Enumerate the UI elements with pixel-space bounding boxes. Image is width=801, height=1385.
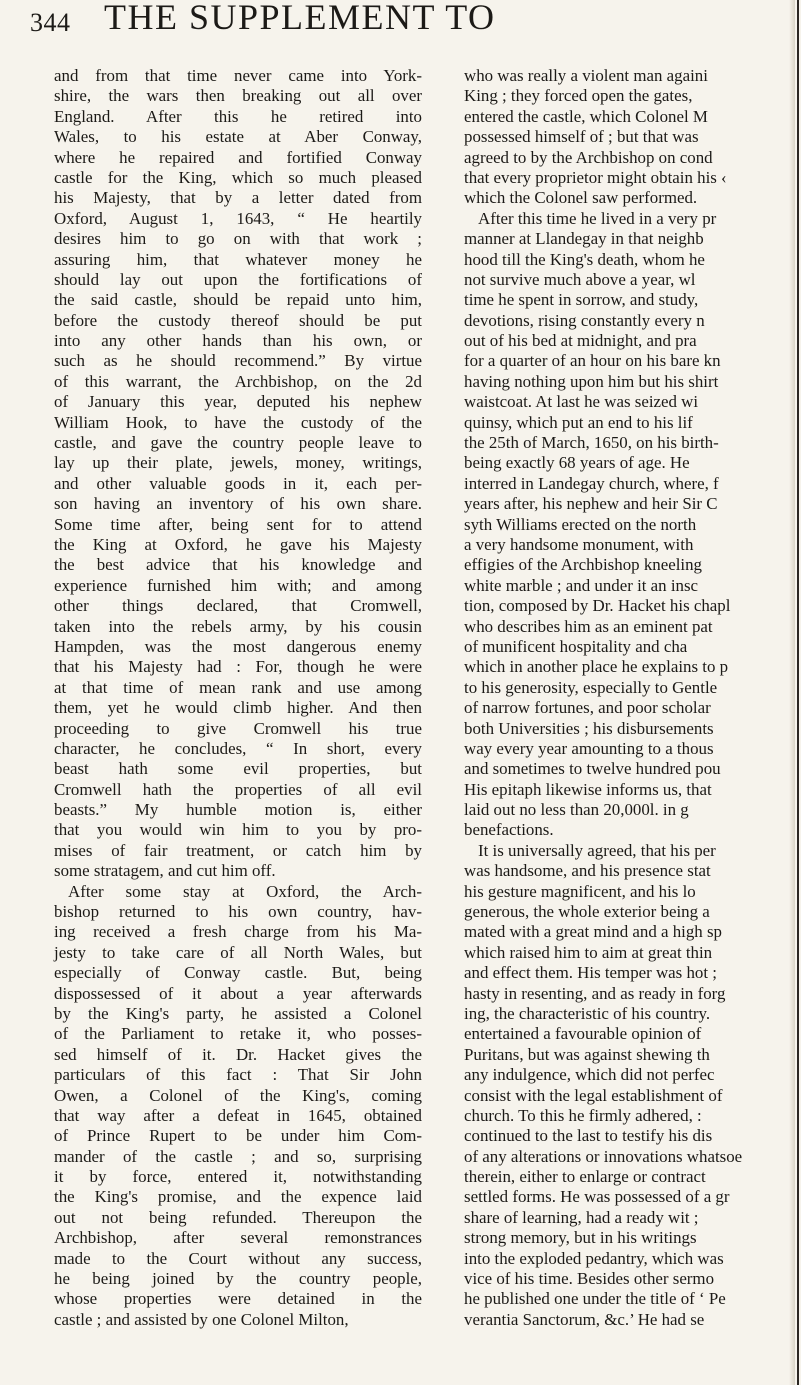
text-line: and sometimes to twelve hundred pou <box>464 759 721 779</box>
text-line: for a quarter of an hour on his bare kn <box>464 351 721 371</box>
text-line: of any alterations or innovations whatsoe <box>464 1146 743 1166</box>
text-line: assuring him, that whatever money he <box>54 249 422 269</box>
text-line: who describes him as an eminent pat <box>464 616 713 636</box>
text-line: strong memory, but in his writings <box>464 1228 697 1248</box>
page-gutter-shadow <box>789 0 795 1385</box>
text-line: manner at Llandegay in that neighb <box>464 229 704 249</box>
text-line: having nothing upon him but his shirt <box>464 371 719 391</box>
text-line: England. After this he retired into <box>54 106 422 126</box>
text-line: who was really a violent man againi <box>464 66 708 85</box>
text-line: After this time he lived in a very pr <box>478 208 717 228</box>
text-line: them, yet he would climb higher. And then <box>54 698 422 718</box>
text-line: some stratagem, and cut him off. <box>54 861 276 881</box>
text-line: way every year amounting to a thous <box>464 738 714 758</box>
text-line: consist with the legal establishment of <box>464 1085 723 1105</box>
text-line: Owen, a Colonel of the King's, coming <box>54 1085 422 1105</box>
text-line: years after, his nephew and heir Sir C <box>464 494 718 514</box>
text-line: waistcoat. At last he was seized wi <box>464 392 699 412</box>
text-line: dispossessed of it about a year afterwards <box>54 983 422 1003</box>
text-line: and effect them. His temper was hot ; <box>464 963 717 983</box>
text-line: mated with a great mind and a high sp <box>464 922 722 942</box>
text-line: tion, composed by Dr. Hacket his chapl <box>464 596 731 616</box>
text-line: white marble ; and under it an insc <box>464 575 699 595</box>
text-line: a very handsome monument, with <box>464 534 694 554</box>
text-line: mises of fair treatment, or catch him by <box>54 840 422 860</box>
text-line: it by force, entered it, notwithstanding <box>54 1167 422 1187</box>
text-line: the said castle, should be repaid unto him, <box>54 290 422 310</box>
page-header <box>28 0 788 52</box>
text-line: Cromwell hath the properties of all evil <box>54 779 422 799</box>
running-title: THE SUPPLEMENT TO <box>104 0 496 37</box>
text-line: both Universities ; his disbursements <box>464 718 714 738</box>
text-line: his Majesty, that by a letter dated from <box>54 188 422 208</box>
text-line: out of his bed at midnight, and pra <box>464 331 697 351</box>
text-line: the King at Oxford, he gave his Majesty <box>54 534 422 554</box>
text-line: castle, and gave the country people leave to <box>54 433 422 453</box>
text-line: verantia Sanctorum, &c.’ He had se <box>464 1309 705 1329</box>
text-line: bishop returned to his own country, hav- <box>54 902 422 922</box>
text-line: the best advice that his knowledge and <box>54 555 422 575</box>
text-line: sed himself of it. Dr. Hacket gives the <box>54 1044 422 1064</box>
text-line: of Prince Rupert to be under him Com- <box>54 1126 422 1146</box>
text-line: he being joined by the country people, <box>54 1269 422 1289</box>
text-line: made to the Court without any success, <box>54 1248 422 1268</box>
text-line: settled forms. He was possessed of a gr <box>464 1187 730 1207</box>
text-line: of the Parliament to retake it, who posses- <box>54 1024 422 1044</box>
text-line: should lay out upon the fortifications of <box>54 269 422 289</box>
text-line: shire, the wars then breaking out all over <box>54 86 422 106</box>
text-line: His epitaph likewise informs us, that <box>464 779 712 799</box>
text-line: vice of his time. Besides other sermo <box>464 1269 715 1289</box>
text-line: syth Williams erected on the north <box>464 514 697 534</box>
text-line: After some stay at Oxford, the Arch- <box>68 881 422 901</box>
text-line: of munificent hospitality and cha <box>464 636 688 656</box>
text-line: lay up their plate, jewels, money, writings, <box>54 453 422 473</box>
text-line: entertained a favourable opinion of <box>464 1024 702 1044</box>
text-line: It is universally agreed, that his per <box>478 840 716 860</box>
text-line: desires him to go on with that work ; <box>54 229 422 249</box>
text-line: entered the castle, which Colonel M <box>464 106 708 126</box>
text-line: character, he concludes, “ In short, every <box>54 738 422 758</box>
text-line: ing received a fresh charge from his Ma- <box>54 922 422 942</box>
text-line: beast hath some evil properties, but <box>54 759 422 779</box>
text-line: Archbishop, after several remonstrances <box>54 1228 422 1248</box>
text-line: time he spent in sorrow, and study, <box>464 290 699 310</box>
text-line: of this warrant, the Archbishop, on the 2d <box>54 371 422 391</box>
text-line: that his Majesty had : For, though he were <box>54 657 422 677</box>
text-line: castle ; and assisted by one Colonel Milton, <box>54 1309 349 1329</box>
right-text-column <box>464 66 794 1330</box>
text-line: that you would win him to you by pro- <box>54 820 422 840</box>
text-line: into the exploded pedantry, which was <box>464 1248 724 1268</box>
text-line: quinsy, which put an end to his lif <box>464 412 693 432</box>
text-line: experience furnished him with; and among <box>54 575 422 595</box>
text-line: benefactions. <box>464 820 554 840</box>
text-line: Oxford, August 1, 1643, “ He heartily <box>54 208 422 228</box>
text-line: of January this year, deputed his nephew <box>54 392 422 412</box>
text-line: he published one under the title of ‘ Pe <box>464 1289 726 1309</box>
text-line: which the Colonel saw performed. <box>464 188 698 208</box>
text-line: other things declared, that Cromwell, <box>54 596 422 616</box>
text-line: especially of Conway castle. But, being <box>54 963 422 983</box>
text-line: at that time of mean rank and use among <box>54 677 422 697</box>
text-line: to his generosity, especially to Gentle <box>464 677 718 697</box>
text-line: share of learning, had a ready wit ; <box>464 1207 699 1227</box>
text-line: such as he should recommend.” By virtue <box>54 351 422 371</box>
text-line: castle for the King, which so much pleased <box>54 167 422 187</box>
text-line: his gesture magnificent, and his lo <box>464 881 696 901</box>
text-line: interred in Landegay church, where, f <box>464 473 719 493</box>
text-line: possessed himself of ; but that was <box>464 127 699 147</box>
text-line: Some time after, being sent for to attend <box>54 514 422 534</box>
text-line: hood till the King's death, whom he <box>464 249 705 269</box>
text-line: before the custody thereof should be put <box>54 310 422 330</box>
text-line: out not being refunded. Thereupon the <box>54 1207 422 1227</box>
text-line: that every proprietor might obtain his ‹ <box>464 167 727 187</box>
text-line: which raised him to aim at great thin <box>464 942 713 962</box>
text-line: King ; they forced open the gates, <box>464 86 693 106</box>
page-number: 344 <box>30 8 71 37</box>
page-edge <box>797 0 799 1385</box>
text-line: therein, either to enlarge or contract <box>464 1167 706 1187</box>
text-line: any indulgence, which did not perfec <box>464 1065 715 1085</box>
text-line: generous, the whole exterior being a <box>464 902 710 922</box>
text-line: church. To this he firmly adhered, : <box>464 1105 702 1125</box>
text-line: effigies of the Archbishop kneeling <box>464 555 702 575</box>
text-line: where he repaired and fortified Conway <box>54 147 422 167</box>
text-line: continued to the last to testify his dis <box>464 1126 713 1146</box>
text-line: and other valuable goods in it, each per- <box>54 473 422 493</box>
text-line: mander of the castle ; and so, surprising <box>54 1146 422 1166</box>
text-line: being exactly 68 years of age. He <box>464 453 690 473</box>
text-line: hasty in resenting, and as ready in forg <box>464 983 726 1003</box>
text-line: the King's promise, and the expence laid <box>54 1187 422 1207</box>
text-line: beasts.” My humble motion is, either <box>54 800 422 820</box>
text-line: of narrow fortunes, and poor scholar <box>464 698 711 718</box>
text-line: whose properties were detained in the <box>54 1289 422 1309</box>
text-line: laid out no less than 20,000l. in g <box>464 800 689 820</box>
text-line: that way after a defeat in 1645, obtained <box>54 1105 422 1125</box>
text-line: particulars of this fact : That Sir John <box>54 1065 422 1085</box>
text-line: Puritans, but was against shewing th <box>464 1044 710 1064</box>
text-line: jesty to take care of all North Wales, but <box>54 942 422 962</box>
text-line: ing, the characteristic of his country. <box>464 1003 711 1023</box>
text-line: proceeding to give Cromwell his true <box>54 718 422 738</box>
left-text-column <box>54 66 422 1330</box>
text-line: the 25th of March, 1650, on his birth- <box>464 433 719 453</box>
text-line: devotions, rising constantly every n <box>464 310 705 330</box>
text-line: into any other hands than his own, or <box>54 331 422 351</box>
text-line: Wales, to his estate at Aber Conway, <box>54 127 422 147</box>
text-line: taken into the rebels army, by his cousin <box>54 616 422 636</box>
text-line: William Hook, to have the custody of the <box>54 412 422 432</box>
text-line: Hampden, was the most dangerous enemy <box>54 636 422 656</box>
text-line: son having an inventory of his own share. <box>54 494 422 514</box>
text-line: and from that time never came into York- <box>54 66 422 85</box>
text-line: not survive much above a year, wl <box>464 269 696 289</box>
text-line: was handsome, and his presence stat <box>464 861 711 881</box>
text-line: by the King's party, he assisted a Colonel <box>54 1003 422 1023</box>
text-line: agreed to by the Archbishop on cond <box>464 147 713 167</box>
text-line: which in another place he explains to p <box>464 657 729 677</box>
